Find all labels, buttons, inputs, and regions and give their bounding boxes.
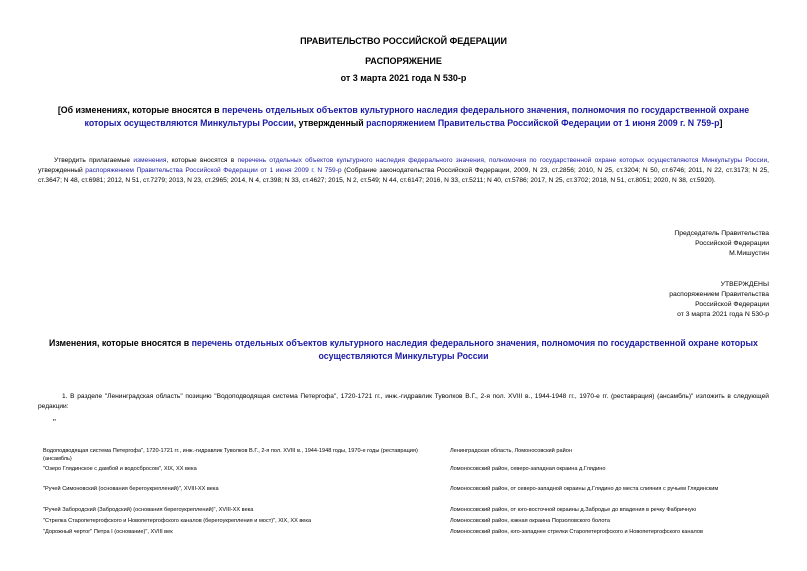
signature-country: Российской Федерации xyxy=(695,240,769,247)
table-cell-location: Ломоносовский район, южная окраина Порзоловского болота xyxy=(450,518,610,524)
document-date-number: от 3 марта 2021 года N 530-р xyxy=(340,73,467,83)
changes-title-link[interactable]: перечень отдельных объектов культурного наследия федерального значения, полномочия по государственной охране которых осуществляются Минкультуры России xyxy=(191,338,758,361)
title-mid: , утвержденный xyxy=(293,117,367,128)
table-cell-object: "Ручей Забородский (Забродский) (основания берегоукреплений)", XVIII-XX века xyxy=(43,507,254,513)
approved-country: Российской Федерации xyxy=(695,301,769,308)
body-link-decree[interactable]: распоряжением Правительства Российской Федерации от 1 июня 2009 г. N 759-р xyxy=(85,167,342,174)
table-cell-object: "Стрелка Старопетергофского и Новопетергофского каналов (берегоукрепления и мост)", XIX, XX века xyxy=(43,518,312,524)
body-paragraph xyxy=(38,156,769,186)
table-cell-object: "Дорожный чертог" Петра I (основание)", XVIII век xyxy=(43,529,173,535)
item-1-paragraph: 1. В разделе "Ленинградская область" позицию "Водоподводящая система Петергофа", 1720-1721 гг., инж.-гидравлик Туволков В.Г., 2-я пол. XVIII в., 1944-1948 гг., 1970-е гг. (реставрация) (ансамбль)" изложить в следующей редакции: xyxy=(38,393,769,410)
approved-by: распоряжением Правительства xyxy=(669,291,769,298)
approved-block xyxy=(669,280,769,320)
title-open: [Об изменениях, которые вносятся в xyxy=(57,105,223,115)
body-text-b: , которые вносятся в xyxy=(166,157,238,164)
table-cell-location: Ломоносовский район, от юго-восточной окраины д.Забродье до впадения в речку Фабричную xyxy=(450,507,697,513)
quote-mark: " xyxy=(53,418,56,427)
body-link-changes[interactable]: изменения xyxy=(133,157,167,164)
signature-name: М.Мишустин xyxy=(729,250,769,257)
document-title xyxy=(45,104,762,129)
body-link-list[interactable]: перечень отдельных объектов культурного наследия федерального значения, полномочия по государственной охране которых осуществляются Минкультуры России xyxy=(237,157,768,164)
table-cell-location: Ленинградская область, Ломоносовский район xyxy=(450,448,572,454)
body-text-a: Утвердить прилагаемые xyxy=(54,157,134,164)
table-cell-object: "Ручей Симоновский (основания берегоукреплений)", XVIII-XX века xyxy=(43,486,219,492)
table-cell-object: Водоподводящая система Петергофа", 1720-1721 гг., инж.-гидравлик Туволков В.Г., 2-я пол. XVIII в., 1944-1948 годы, 1970-е годы (реставрация) (ансамбль) xyxy=(43,448,418,463)
table-cell-location: Ломоносовский район, северо-западная окраина д.Глядино xyxy=(450,466,606,472)
title-link-list[interactable]: перечень отдельных объектов культурного наследия федерального значения, полномочия по государственной охране которых осуществляются Минкультуры России xyxy=(84,105,750,128)
title-close: ] xyxy=(719,117,723,128)
changes-title-text: Изменения, которые вносятся в xyxy=(49,338,192,348)
body-text-c: , утвержденный xyxy=(38,157,769,174)
table-cell-location: Ломоносовский район, от северо-западной окраины д.Глядино до места слияния с ручьем Глядинским xyxy=(450,486,719,492)
document-type-heading: РАСПОРЯЖЕНИЕ xyxy=(365,56,442,66)
government-heading: ПРАВИТЕЛЬСТВО РОССИЙСКОЙ ФЕДЕРАЦИИ xyxy=(300,36,507,46)
signature-block xyxy=(674,229,769,259)
changes-title xyxy=(45,337,762,362)
table-cell-location: Ломоносовский район, юго-западнее стрелки Старопетергофского и Новопетергофского каналов xyxy=(450,529,703,535)
title-link-decree[interactable]: распоряжением Правительства Российской Федерации от 1 июня 2009 г. N 759-р xyxy=(366,117,720,128)
approved-label: УТВЕРЖДЕНЫ xyxy=(720,281,769,288)
table-cell-object: "Озеро Глядинское с дамбой и водосбросом", XIX, XX века xyxy=(43,466,197,472)
body-text-d: (Собрание законодательства Российской Федерации, 2009, N 23, ст.2856; 2010, N 25, ст.3204; N 50, ст.6746; 2011, N 22, ст.3173; N 25, ст.3647; N 48, ст.6981; 2012, N 51, ст.7279; 2013, N 23, ст.2965; 2014, N 4, ст.398; N 33, ст.4627; 2015, N 2, ст.549; N 44, ст.6147; 2016, N 33, ст.5211; N 40, ст.5786; 2017, N 25, ст.3702; 2018, N 51, ст.8051; 2020, N 38, ст.5920). xyxy=(38,167,770,184)
signature-position: Председатель Правительства xyxy=(674,230,769,237)
approved-date: от 3 марта 2021 года N 530-р xyxy=(677,311,769,318)
